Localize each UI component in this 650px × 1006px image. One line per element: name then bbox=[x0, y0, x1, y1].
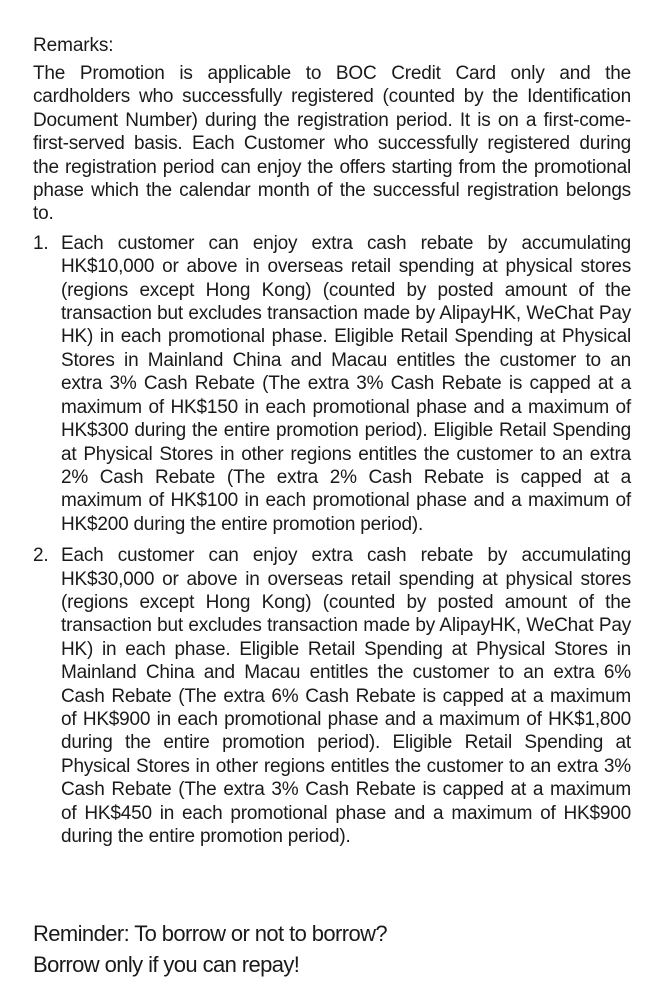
reminder-line-2: Borrow only if you can repay! bbox=[33, 952, 300, 977]
term-text: Each customer can enjoy extra cash rebate by accumulating HK$30,000 or above in overseas retail spending at physical stores (regions except Hong Kong) (counted by posted amount of the transaction but excludes transaction made by AlipayHK, WeChat Pay HK) in each phase. Eligible Retail Spending at Physical Stores in Mainland China and Macau entitles the customer to an extra 6% Cash Rebate (The extra 6% Cash Rebate is capped at a maximum of HK$900 in each promotional phase and a maximum of HK$1,800 during the entire promotion period). Eligible Retail Spending at Physical Stores in other regions entitles the customer to an extra 3% Cash Rebate (The extra 3% Cash Rebate is capped at a maximum of HK$450 in each promotional phase and a maximum of HK$900 during the entire promotion period). bbox=[61, 545, 631, 847]
term-number: 1. bbox=[33, 232, 49, 254]
terms-list bbox=[33, 232, 631, 849]
term-text: Each customer can enjoy extra cash rebate by accumulating HK$10,000 or above in overseas retail spending at physical stores (regions except Hong Kong) (counted by posted amount of the transaction but excludes transaction made by AlipayHK, WeChat Pay HK) in each promotional phase. Eligible Retail Spending at Physical Stores in Mainland China and Macau entitles the customer to an extra 3% Cash Rebate (The extra 3% Cash Rebate is capped at a maximum of HK$150 in each promotional phase and a maximum of HK$300 during the entire promotion period). Eligible Retail Spending at Physical Stores in other regions entitles the customer to an extra 2% Cash Rebate (The extra 2% Cash Rebate is capped at a maximum of HK$100 in each promotional phase and a maximum of HK$200 during the entire promotion period). bbox=[61, 232, 631, 535]
remarks-heading: Remarks: bbox=[33, 35, 114, 56]
term-number: 2. bbox=[33, 545, 49, 567]
term-item-1 bbox=[33, 232, 631, 536]
remarks-intro: The Promotion is applicable to BOC Credit Card only and the cardholders who successfully registered (counted by the Identification Document Number) during the registration period. It is on a first-come-first-served basis. Each Customer who successfully registered during the registration period can enjoy the offers starting from the promotional phase which the calendar month of the successful registration belongs to. bbox=[33, 63, 631, 225]
term-item-2 bbox=[33, 544, 631, 848]
borrowing-reminder bbox=[33, 918, 387, 980]
reminder-line-1: Reminder: To borrow or not to borrow? bbox=[33, 921, 388, 946]
